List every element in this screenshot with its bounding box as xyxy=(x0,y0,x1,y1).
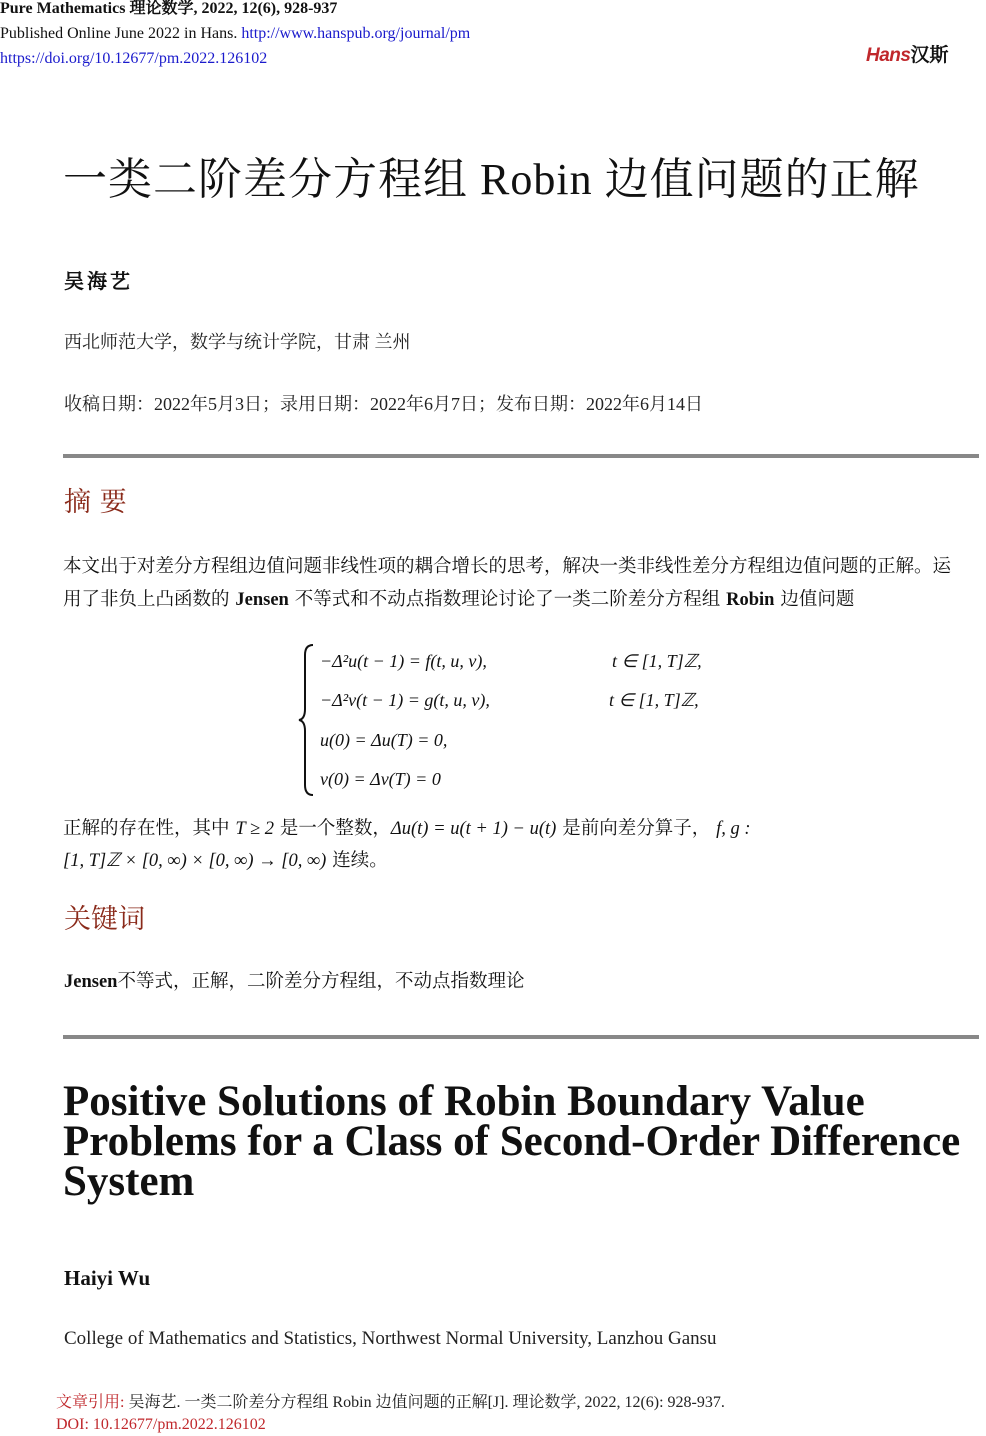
left-brace xyxy=(297,643,315,797)
abstract-text xyxy=(63,550,966,617)
doi-link[interactable]: https://doi.org/10.12677/pm.2022.126102 xyxy=(0,50,268,67)
affiliation-en: College of Mathematics and Statistics, Northwest Normal University, Lanzhou Gansu xyxy=(64,1328,717,1349)
equation-1-lhs: −Δ²u(t − 1) = f(t, u, v), xyxy=(320,651,487,671)
keywords-heading: 关键词 xyxy=(64,904,145,935)
author-en: Haiyi Wu xyxy=(64,1266,151,1290)
equation-1-rhs: t ∈ [1, T]ℤ, xyxy=(612,651,702,671)
logo-text-cn: 汉斯 xyxy=(910,45,949,66)
journal-line: Pure Mathematics 理论数学, 2022, 12(6), 928-937 xyxy=(0,0,338,17)
abstract-continuation xyxy=(63,813,968,877)
text-part: 是前向差分算子， xyxy=(556,818,711,839)
math-inline: [1, T]ℤ × [0, ∞) × [0, ∞) → [0, ∞) xyxy=(63,851,327,871)
abstract-heading: 摘 要 xyxy=(64,487,127,518)
paper-title-cn: 一类二阶差分方程组 Robin 边值问题的正解 xyxy=(63,155,920,204)
keywords-list xyxy=(64,967,524,993)
citation-text: 吴海艺. 一类二阶差分方程组 Robin 边值问题的正解[J]. 理论数学, 2022, 12(6): 928-937. xyxy=(124,1394,725,1411)
abstract-part: 不等式和不动点指数理论讨论了一类二阶差分方程组 xyxy=(288,589,727,610)
text-part: 是一个整数， xyxy=(274,818,391,839)
online-line xyxy=(0,22,470,46)
online-prefix: Published Online June 2022 in Hans. xyxy=(0,25,238,42)
equation-3: u(0) = Δu(T) = 0, xyxy=(320,730,448,750)
citation-label: 文章引用: xyxy=(56,1394,125,1411)
journal-link[interactable]: http://www.hanspub.org/journal/pm xyxy=(241,25,471,42)
hans-logo xyxy=(866,40,948,67)
citation-line xyxy=(56,1393,725,1413)
equation-4: v(0) = Δv(T) = 0 xyxy=(320,769,441,789)
abstract-part: 边值问题 xyxy=(774,589,855,610)
keywords-rest: 不等式，正解，二阶差分方程组，不动点指数理论 xyxy=(117,971,525,992)
citation-doi-text: DOI: 10.12677/pm.2022.126102 xyxy=(56,1416,266,1433)
dates: 收稿日期：2022年5月3日；录用日期：2022年6月7日；发布日期：2022年6月14日 xyxy=(64,394,703,414)
jensen-term: Jensen xyxy=(235,590,289,610)
math-inline: Δu(t) = u(t + 1) − u(t) xyxy=(390,819,557,839)
paper-title-en: Positive Solutions of Robin Boundary Value Problems for a Class of Second-Order Difference System xyxy=(63,1078,961,1205)
affiliation-cn: 西北师范大学，数学与统计学院，甘肃 兰州 xyxy=(64,332,411,352)
doi-line xyxy=(0,47,267,71)
keyword-jensen: Jensen xyxy=(64,972,118,992)
equation-2-rhs: t ∈ [1, T]ℤ, xyxy=(609,690,699,710)
math-inline: T ≥ 2 xyxy=(235,819,274,839)
divider-bottom xyxy=(63,1035,979,1039)
text-part: 连续。 xyxy=(326,850,388,871)
logo-text-en: Hans xyxy=(866,45,911,66)
math-inline: f, g : xyxy=(716,819,751,839)
robin-term: Robin xyxy=(726,590,775,610)
equation-2-lhs: −Δ²v(t − 1) = g(t, u, v), xyxy=(320,690,490,710)
author-cn: 吴海艺 xyxy=(64,271,133,293)
citation-doi xyxy=(56,1415,266,1435)
abstract-part: 本文出于对差分方程组边值问题非线性项的耦合增长的思考，解决一类非线性差分方程组边值问题的正解。运用了非负上凸函数的 xyxy=(63,556,952,610)
divider-top xyxy=(63,454,979,458)
text-part: 正解的存在性，其中 xyxy=(63,818,236,839)
